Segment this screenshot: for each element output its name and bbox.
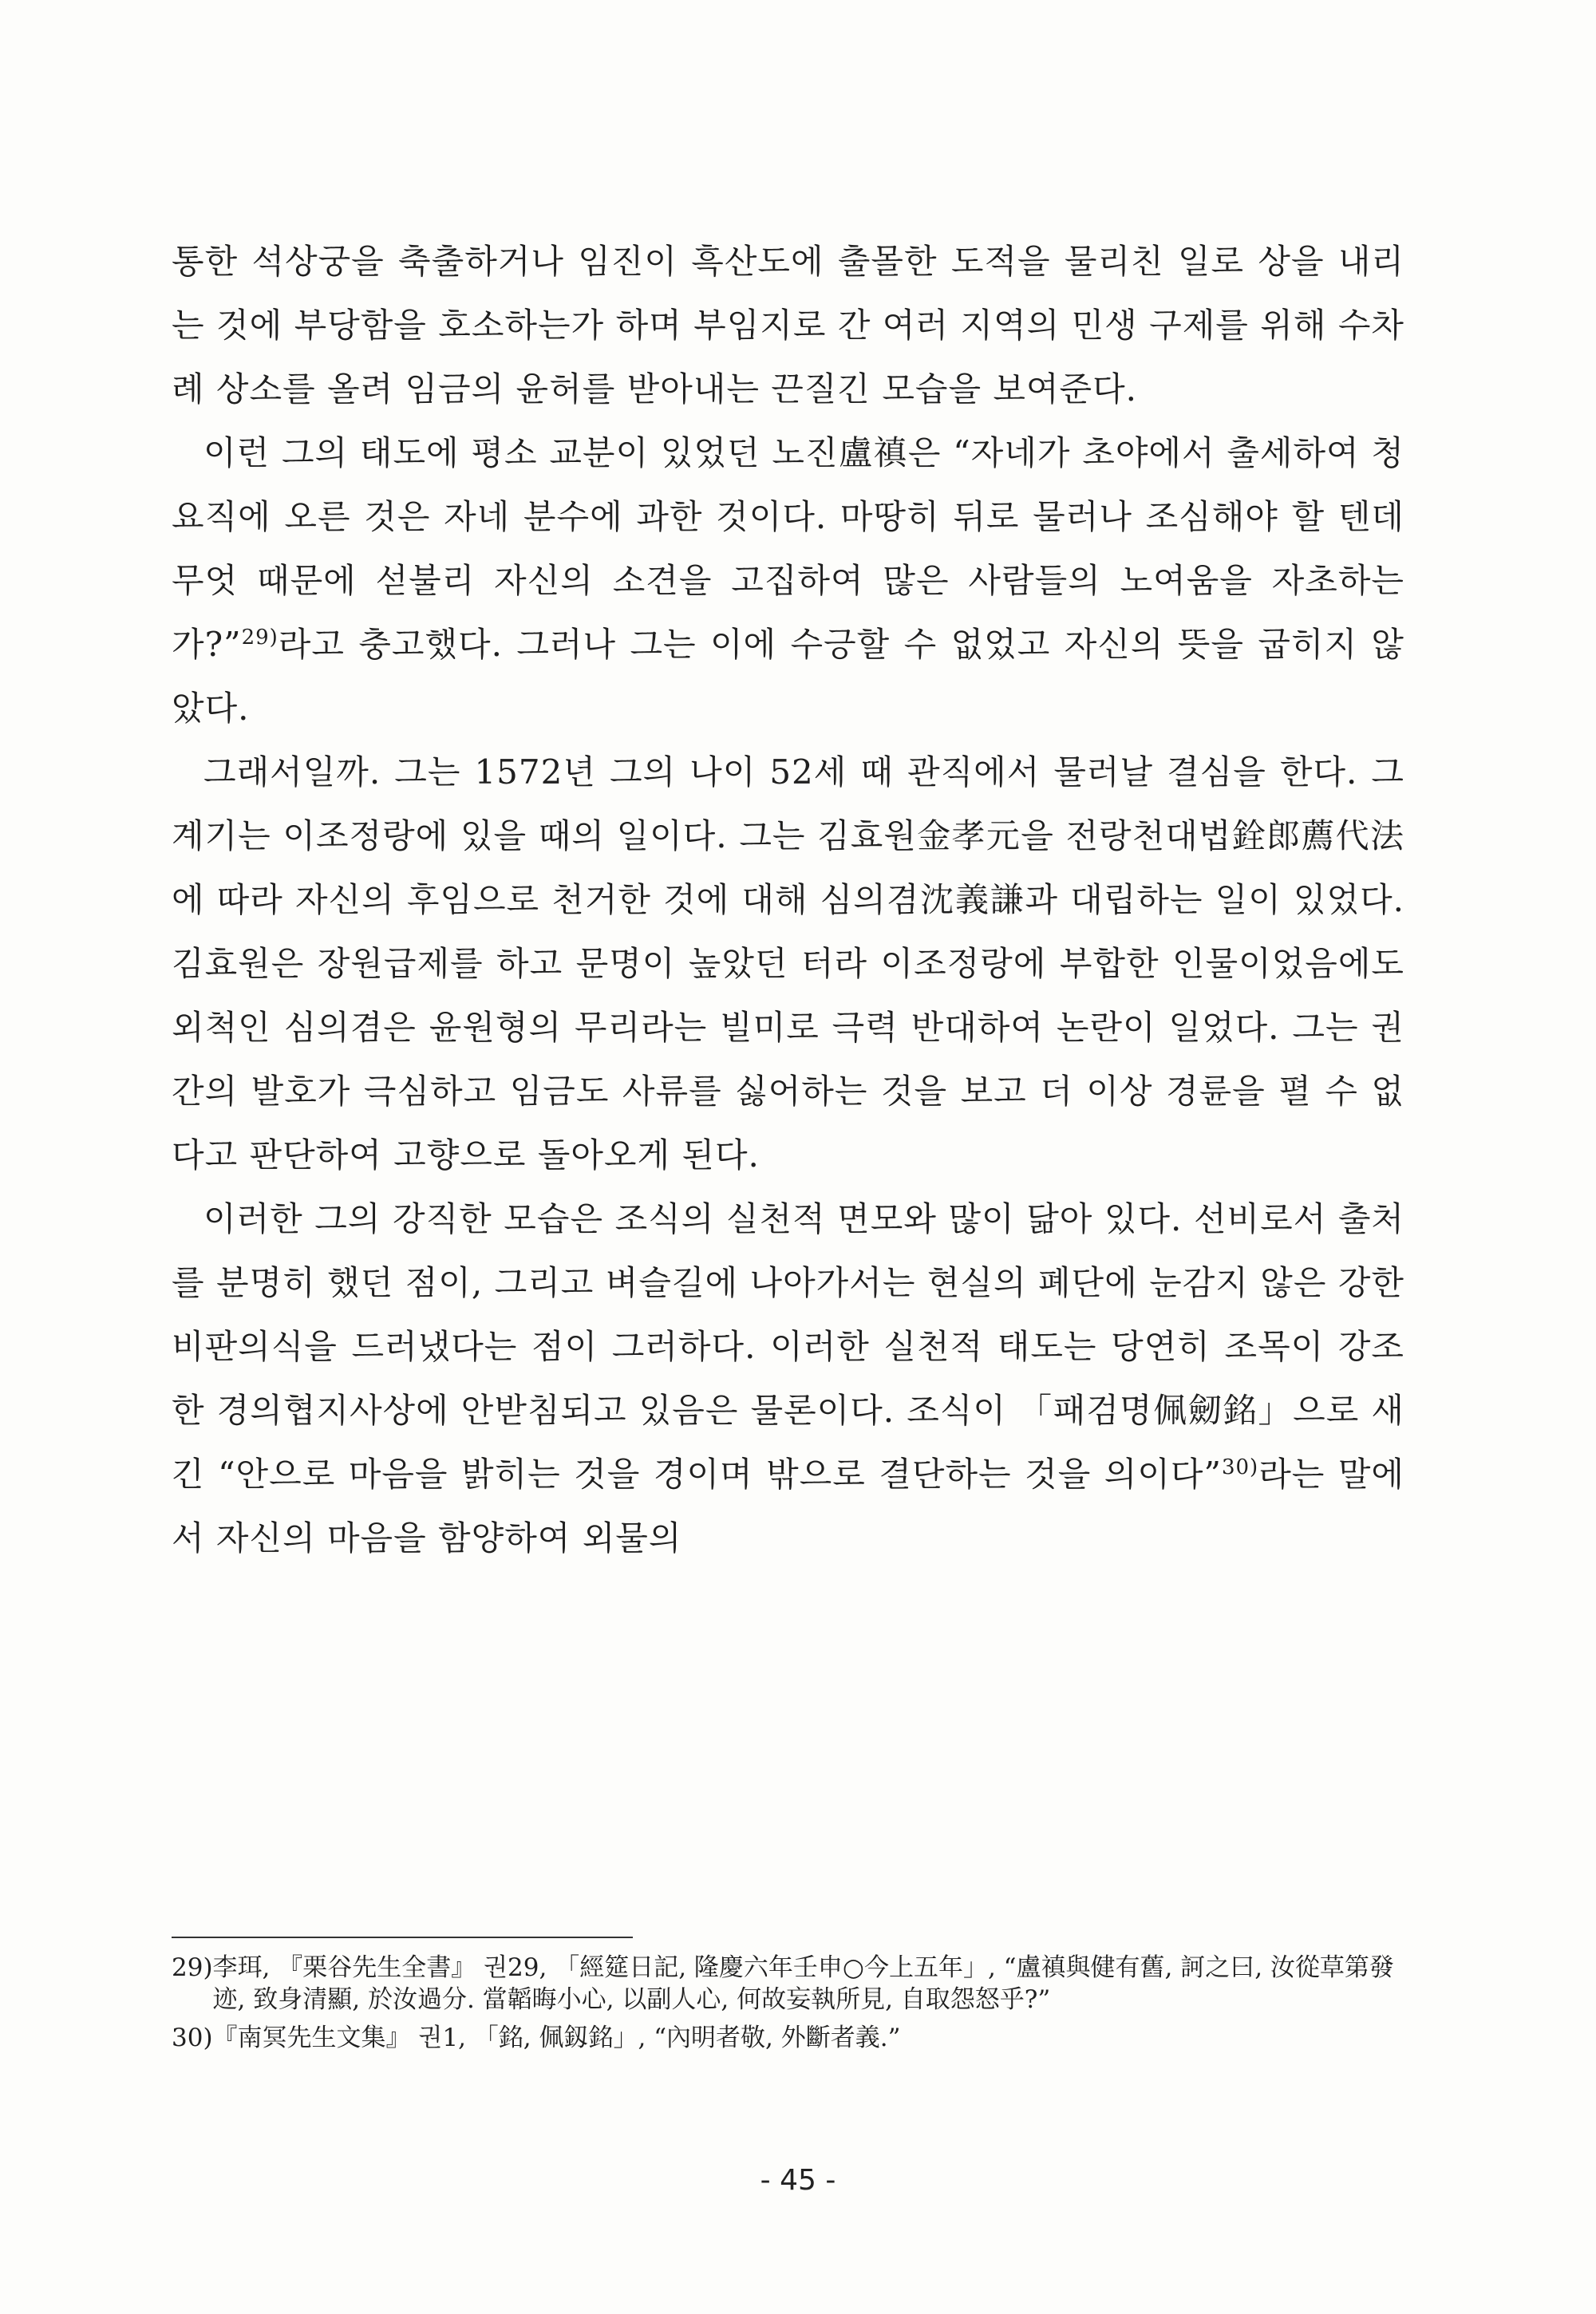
footnote-text: 李珥, 『栗谷先生全書』 권29, 「經筵日記, 隆慶六年壬申○今上五年」, “盧禛與健有舊, 訶之曰, 汝從草第發迹, 致身清顯, 於汝過分. 當韜晦小心, 以副人心, 何故妄執所見, 自取怨怒乎?” [212,1953,1394,2014]
paragraph-text: 라는 말에서 자신의 마음을 함양하여 외물의 [172,1455,1404,1558]
footnote-marker: 30) [1221,1455,1259,1479]
footnote-30 [172,2022,1404,2054]
paragraph-text: 그래서일까. 그는 1572년 그의 나이 52세 때 관직에서 물러날 결심을 한다. 그 계기는 이조정랑에 있을 때의 일이다. 그는 김효원金孝元을 전랑천대법銓郎薦代法에 따라 자신의 후임으로 천거한 것에 대해 심의겸沈義謙과 대립하는 일이 있었다. 김효원은 장원급제를 하고 문명이 높았던 터라 이조정랑에 부합한 인물이었음에도 외척인 심의겸은 윤원형의 무리라는 빌미로 극력 반대하여 논란이 일었다. 그는 권간의 발호가 극심하고 임금도 사류를 싫어하는 것을 보고 더 이상 경륜을 펼 수 없다고 판단하여 고향으로 돌아오게 된다. [172,752,1404,1175]
paragraph-3 [172,740,1404,1187]
paragraph-1 [172,230,1404,421]
body-text [172,230,1404,1570]
paragraph-2 [172,421,1404,740]
footnote-29 [172,1952,1404,2016]
paragraph-4 [172,1187,1404,1570]
page-number: - 45 - [760,2164,836,2197]
paragraph-text: 통한 석상궁을 축출하거나 임진이 흑산도에 출몰한 도적을 물리친 일로 상을 내리는 것에 부당함을 호소하는가 하며 부임지로 간 여러 지역의 민생 구제를 위해 수차례 상소를 올려 임금의 윤허를 받아내는 끈질긴 모습을 보여준다. [172,242,1404,409]
footnote-number: 30) [172,2024,213,2052]
footnote-marker: 29) [241,626,279,650]
footnote-text: 『南冥先生文集』 권1, 「銘, 佩釼銘」, “內明者敬, 外斷者義.” [212,2024,901,2052]
footnotes [172,1952,1404,2060]
paragraph-text: 라고 충고했다. 그러나 그는 이에 수긍할 수 없었고 자신의 뜻을 굽히지 않았다. [172,625,1404,728]
paragraph-text: 이러한 그의 강직한 모습은 조식의 실천적 면모와 많이 닮아 있다. 선비로서 출처를 분명히 했던 점이, 그리고 벼슬길에 나아가서는 현실의 폐단에 눈감지 않은 강한 비판의식을 드러냈다는 점이 그러하다. 이러한 실천적 태도는 당연히 조목이 강조한 경의협지사상에 안받침되고 있음은 물론이다. 조식이 「패검명佩劒銘」으로 새긴 “안으로 마음을 밝히는 것을 경이며 밖으로 결단하는 것을 의이다” [172,1199,1404,1494]
footnote-divider [172,1937,633,1938]
paragraph-text: 이런 그의 태도에 평소 교분이 있었던 노진盧禛은 “자네가 초야에서 출세하여 청요직에 오른 것은 자네 분수에 과한 것이다. 마땅히 뒤로 물러나 조심해야 할 텐데 무엇 때문에 섣불리 자신의 소견을 고집하여 많은 사람들의 노여움을 자초하는가?” [172,433,1404,664]
footnote-number: 29) [172,1953,213,1982]
